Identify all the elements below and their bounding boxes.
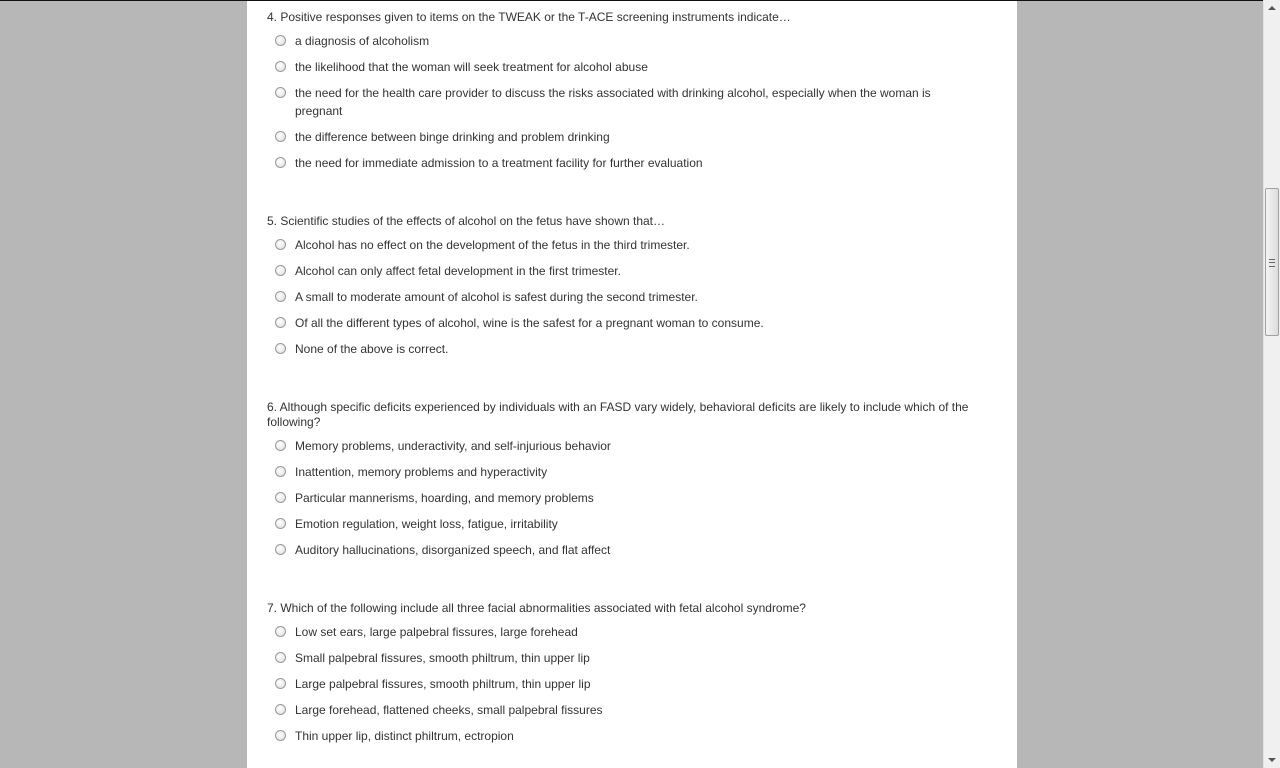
radio-button[interactable] [275, 35, 286, 46]
answer-option[interactable] [267, 314, 987, 332]
answer-label: Thin upper lip, distinct philtrum, ectropion [295, 729, 514, 743]
answer-label: Auditory hallucinations, disorganized speech, and flat affect [295, 543, 611, 557]
scrollbar-thumb[interactable] [1265, 188, 1279, 336]
question-6 [267, 400, 987, 559]
answer-option[interactable] [267, 489, 987, 507]
answer-label: Memory problems, underactivity, and self-injurious behavior [295, 439, 611, 453]
answer-option[interactable] [267, 623, 987, 641]
radio-button[interactable] [275, 492, 286, 503]
radio-button[interactable] [275, 440, 286, 451]
answer-option[interactable] [267, 437, 987, 455]
grip-icon [1269, 259, 1275, 267]
radio-button[interactable] [275, 291, 286, 302]
answer-label: the likelihood that the woman will seek treatment for alcohol abuse [295, 60, 648, 74]
answer-option[interactable] [267, 340, 987, 358]
answer-label: Inattention, memory problems and hyperactivity [295, 465, 548, 479]
radio-button[interactable] [275, 239, 286, 250]
answer-option[interactable] [267, 154, 987, 172]
answer-label: Small palpebral fissures, smooth philtrum, thin upper lip [295, 651, 590, 665]
question-text: 5. Scientific studies of the effects of alcohol on the fetus have shown that… [267, 214, 666, 228]
radio-button[interactable] [275, 678, 286, 689]
answer-label: the difference between binge drinking and problem drinking [295, 130, 610, 144]
radio-button[interactable] [275, 518, 286, 529]
answer-option[interactable] [267, 701, 987, 719]
answer-option[interactable] [267, 727, 987, 745]
radio-button[interactable] [275, 626, 286, 637]
answer-option[interactable] [267, 84, 945, 120]
answer-option[interactable] [267, 236, 987, 254]
radio-button[interactable] [275, 343, 286, 354]
question-text: 4. Positive responses given to items on the TWEAK or the T-ACE screening instruments indicate… [267, 10, 791, 24]
answer-label: Alcohol has no effect on the development of the fetus in the third trimester. [295, 238, 690, 252]
answer-label: Particular mannerisms, hoarding, and memory problems [295, 491, 594, 505]
answer-label: Large palpebral fissures, smooth philtrum, thin upper lip [295, 677, 591, 691]
answer-label: Emotion regulation, weight loss, fatigue, irritability [295, 517, 558, 531]
radio-button[interactable] [275, 652, 286, 663]
radio-button[interactable] [275, 544, 286, 555]
radio-button[interactable] [275, 317, 286, 328]
scroll-up-arrow-icon[interactable] [1268, 6, 1276, 10]
answer-label: A small to moderate amount of alcohol is safest during the second trimester. [295, 290, 698, 304]
radio-button[interactable] [275, 87, 286, 98]
question-4 [267, 10, 987, 172]
answer-label: Low set ears, large palpebral fissures, large forehead [295, 625, 578, 639]
answer-label: a diagnosis of alcoholism [295, 34, 430, 48]
answer-option[interactable] [267, 649, 987, 667]
answer-option[interactable] [267, 32, 987, 50]
answer-label: Alcohol can only affect fetal development in the first trimester. [295, 264, 621, 278]
answer-option[interactable] [267, 463, 987, 481]
question-5 [267, 214, 987, 358]
radio-button[interactable] [275, 704, 286, 715]
radio-button[interactable] [275, 466, 286, 477]
radio-button[interactable] [275, 157, 286, 168]
answer-option[interactable] [267, 58, 987, 76]
radio-button[interactable] [275, 265, 286, 276]
radio-button[interactable] [275, 131, 286, 142]
answer-label: Of all the different types of alcohol, wine is the safest for a pregnant woman to consume. [295, 316, 764, 330]
answer-label: the need for the health care provider to discuss the risks associated with drinking alcohol, especially when the woman is pregnant [295, 86, 931, 118]
question-text: 6. Although specific deficits experienced by individuals with an FASD vary widely, behavioral deficits are likely to include which of the following? [267, 400, 969, 429]
answer-label: Large forehead, flattened cheeks, small palpebral fissures [295, 703, 603, 717]
vertical-scrollbar[interactable] [1263, 0, 1280, 768]
quiz-panel [247, 1, 1017, 768]
radio-button[interactable] [275, 61, 286, 72]
answer-option[interactable] [267, 541, 987, 559]
question-7 [267, 601, 987, 745]
answer-label: None of the above is correct. [295, 342, 449, 356]
answer-option[interactable] [267, 262, 987, 280]
answer-option[interactable] [267, 675, 987, 693]
answer-option[interactable] [267, 288, 987, 306]
question-text: 7. Which of the following include all three facial abnormalities associated with fetal alcohol syndrome? [267, 601, 806, 615]
scroll-down-arrow-icon[interactable] [1268, 758, 1276, 762]
answer-option[interactable] [267, 128, 987, 146]
answer-label: the need for immediate admission to a treatment facility for further evaluation [295, 156, 703, 170]
radio-button[interactable] [275, 730, 286, 741]
answer-option[interactable] [267, 515, 987, 533]
